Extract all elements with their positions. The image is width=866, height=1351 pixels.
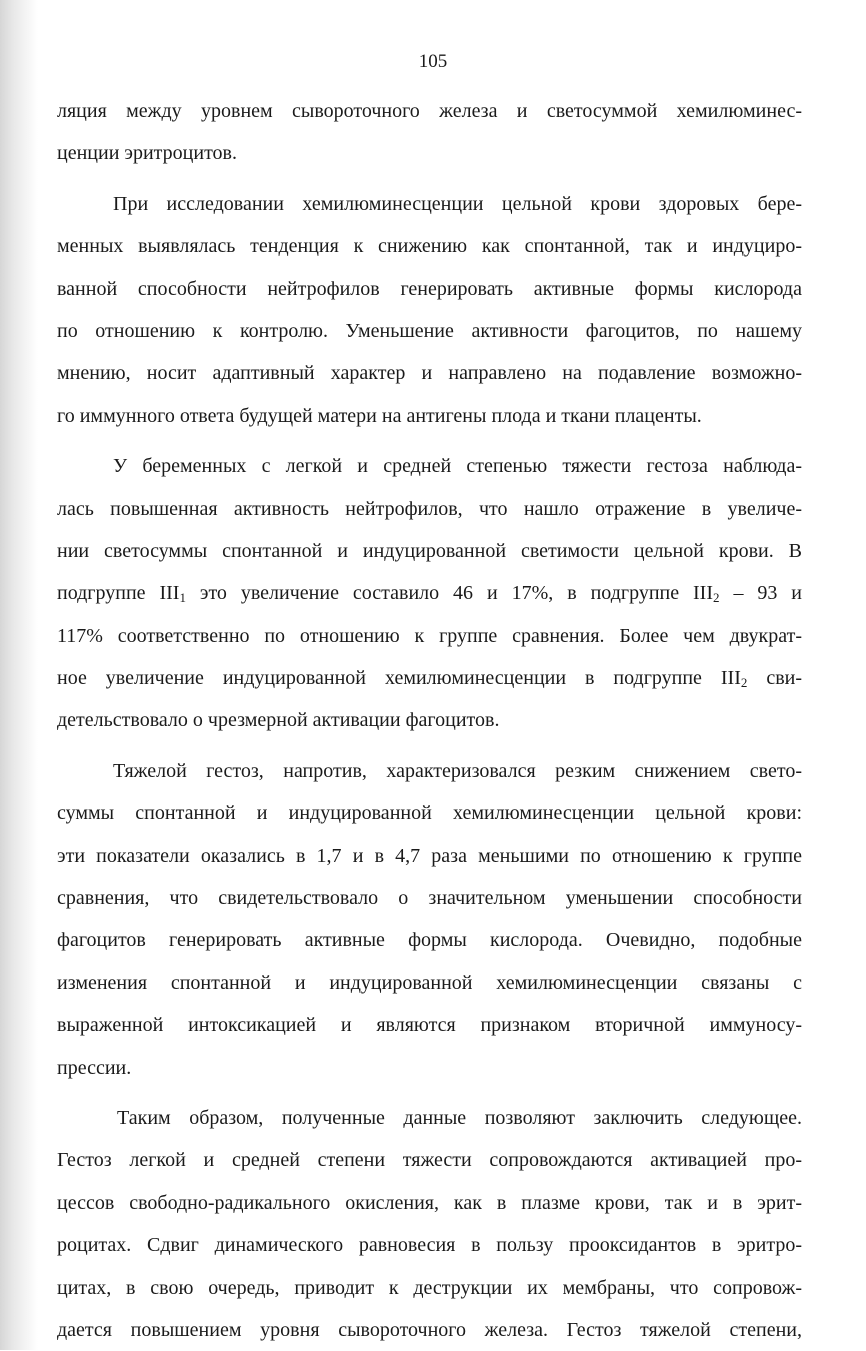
text-line: фагоцитов генерировать активные формы кислорода. Очевидно, подобные xyxy=(57,929,802,952)
paragraph-2 xyxy=(57,183,802,437)
text-line: изменения спонтанной и индуцированной хемилюминесценции связаны с xyxy=(57,971,802,994)
text-line: сравнения, что свидетельствовало о значительном уменьшении способности xyxy=(57,887,802,910)
text-line: роцитах. Сдвиг динамического равновесия в пользу прооксидантов в эритро- xyxy=(57,1234,802,1257)
subscript: 1 xyxy=(179,590,186,606)
text-line: го иммунного ответа будущей матери на антигены плода и ткани плаценты. xyxy=(57,404,702,427)
text-run: подгруппе III xyxy=(57,582,180,605)
page-body xyxy=(57,90,802,1351)
subscript: 2 xyxy=(740,675,748,691)
paragraph-gap xyxy=(57,1089,802,1097)
text-run: ное увеличение индуцированной хемилюминесценции в подгруппе III xyxy=(57,667,741,690)
text-run: сви- xyxy=(747,667,802,690)
text-line: ценции эритроцитов. xyxy=(57,142,237,165)
text-line: выраженной интоксикацией и являются признаком вторичной иммуносу- xyxy=(57,1014,802,1037)
page-number: 105 xyxy=(418,51,448,72)
text-run: – 93 и xyxy=(719,582,803,605)
paragraph-gap xyxy=(57,175,802,183)
text-line: лась повышенная активность нейтрофилов, что нашло отражение в увеличе- xyxy=(57,497,802,520)
text-line: по отношению к контролю. Уменьшение активности фагоцитов, по нашему xyxy=(57,319,802,342)
text-line: цессов свободно-радикального окисления, как в плазме крови, так и в эрит- xyxy=(57,1191,802,1214)
text-line: эти показатели оказались в 1,7 и в 4,7 раза меньшими по отношению к группе xyxy=(57,844,802,867)
text-line: мнению, носит адаптивный характер и направлено на подавление возможно- xyxy=(57,362,802,385)
paragraph-3 xyxy=(57,445,802,742)
text-line: менных выявлялась тенденция к снижению как спонтанной, так и индуциро- xyxy=(57,235,802,258)
text-line: У беременных с легкой и средней степенью тяжести гестоза наблюда- xyxy=(113,455,802,478)
text-line: Гестоз легкой и средней степени тяжести сопровождаются активацией про- xyxy=(57,1149,802,1172)
paragraph-5 xyxy=(57,1097,802,1351)
text-line: При исследовании хемилюминесценции цельной крови здоровых бере- xyxy=(113,192,802,215)
text-run: это увеличение составило 46 и 17%, в подгруппе III xyxy=(185,582,714,605)
text-line: цитах, в свою очередь, приводит к деструкции их мембраны, что сопровож- xyxy=(57,1276,802,1299)
text-line: ляция между уровнем сывороточного железа и светосуммой хемилюминес- xyxy=(57,100,802,122)
text-line: Таким образом, полученные данные позволяют заключить следующее. xyxy=(117,1106,802,1129)
text-line-with-subscripts xyxy=(57,572,802,614)
paragraph-1 xyxy=(57,90,802,175)
text-line: дается повышением уровня сывороточного железа. Гестоз тяжелой степени, xyxy=(57,1318,802,1341)
text-line: прессии. xyxy=(57,1056,132,1079)
subscript: 2 xyxy=(713,590,720,606)
paragraph-gap xyxy=(57,437,802,445)
text-line: суммы спонтанной и индуцированной хемилюминесценции цельной крови: xyxy=(57,802,802,825)
text-line: 117% соответственно по отношению к группе сравнения. Более чем двукрат- xyxy=(57,624,802,647)
paragraph-gap xyxy=(57,742,802,750)
text-line: ванной способности нейтрофилов генерировать активные формы кислорода xyxy=(57,277,802,300)
text-line: Тяжелой гестоз, напротив, характеризовался резким снижением свето- xyxy=(113,759,802,782)
paragraph-4 xyxy=(57,750,802,1089)
text-line: детельствовало о чрезмерной активации фагоцитов. xyxy=(57,709,500,732)
text-line-with-subscript xyxy=(57,657,802,699)
scan-edge-shadow xyxy=(0,0,38,1350)
text-line: нии светосуммы спонтанной и индуцированной светимости цельной крови. В xyxy=(57,539,802,562)
